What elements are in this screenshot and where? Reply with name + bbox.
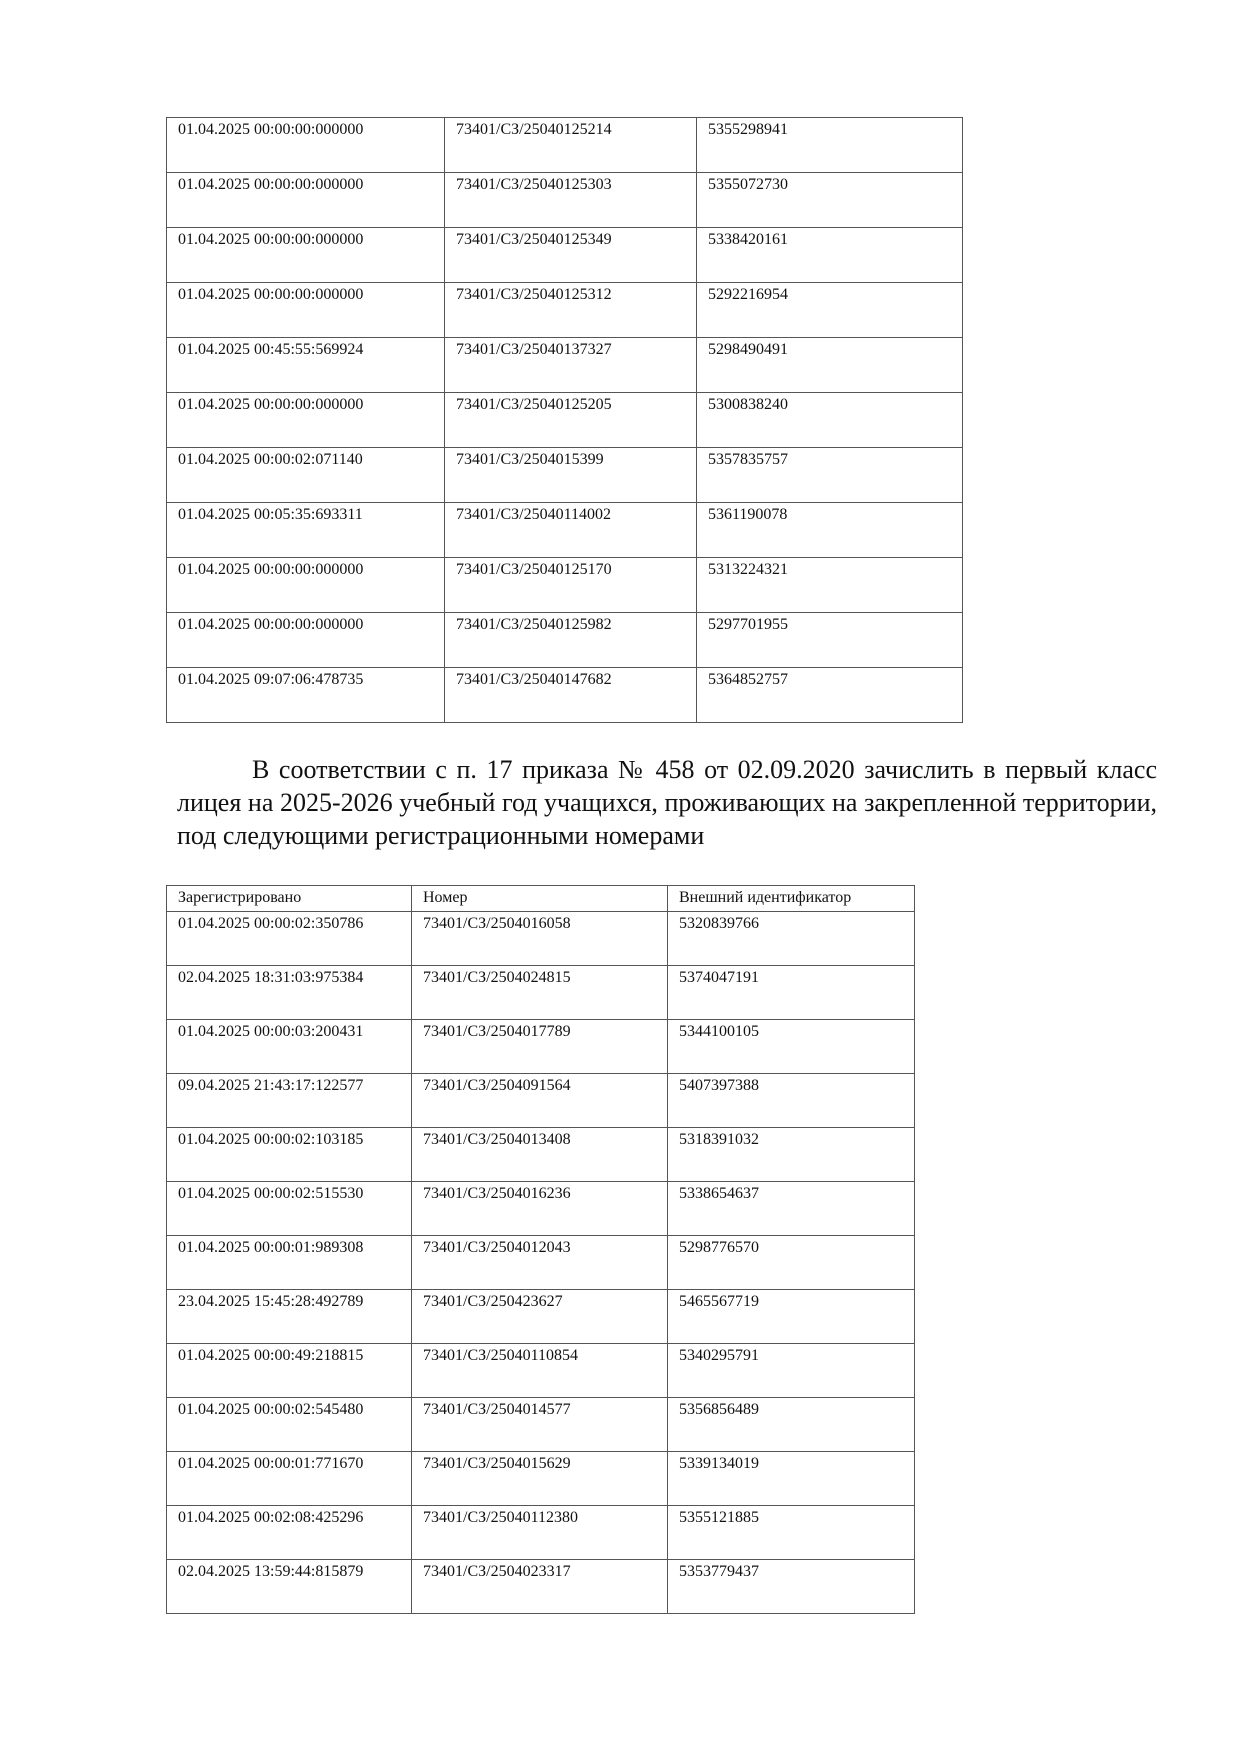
header-number: Номер xyxy=(412,886,668,912)
cell-external-id: 5374047191 xyxy=(668,966,915,1020)
cell-registered: 01.04.2025 00:00:00:000000 xyxy=(167,118,445,173)
table-row xyxy=(167,228,963,283)
cell-external-id: 5338654637 xyxy=(668,1182,915,1236)
cell-number: 73401/СЗ/25040125205 xyxy=(445,393,697,448)
cell-external-id: 5355298941 xyxy=(697,118,963,173)
cell-external-id: 5344100105 xyxy=(668,1020,915,1074)
registration-table-2 xyxy=(166,885,915,1614)
cell-external-id: 5361190078 xyxy=(697,503,963,558)
cell-registered: 01.04.2025 00:00:02:071140 xyxy=(167,448,445,503)
cell-number: 73401/СЗ/2504016058 xyxy=(412,912,668,966)
cell-number: 73401/СЗ/25040110854 xyxy=(412,1344,668,1398)
cell-number: 73401/СЗ/2504024815 xyxy=(412,966,668,1020)
table-row xyxy=(167,393,963,448)
table-header-row xyxy=(167,886,915,912)
cell-registered: 01.04.2025 00:00:00:000000 xyxy=(167,558,445,613)
table-row xyxy=(167,1236,915,1290)
cell-external-id: 5340295791 xyxy=(668,1344,915,1398)
paragraph-text: В соответствии с п. 17 приказа № 458 от 02.09.2020 зачислить в первый класс лицея на 2025-2026 учебный год учащихся, проживающих на закрепленной территории, под следующими регистрационными номерами xyxy=(177,755,1157,850)
cell-external-id: 5338420161 xyxy=(697,228,963,283)
cell-registered: 02.04.2025 18:31:03:975384 xyxy=(167,966,412,1020)
cell-external-id: 5355072730 xyxy=(697,173,963,228)
cell-number: 73401/СЗ/25040112380 xyxy=(412,1506,668,1560)
cell-external-id: 5357835757 xyxy=(697,448,963,503)
table-header xyxy=(167,886,915,912)
cell-external-id: 5320839766 xyxy=(668,912,915,966)
cell-number: 73401/СЗ/25040125214 xyxy=(445,118,697,173)
table-row xyxy=(167,1290,915,1344)
cell-external-id: 5300838240 xyxy=(697,393,963,448)
cell-number: 73401/СЗ/25040114002 xyxy=(445,503,697,558)
cell-number: 73401/СЗ/25040125349 xyxy=(445,228,697,283)
cell-registered: 23.04.2025 15:45:28:492789 xyxy=(167,1290,412,1344)
cell-number: 73401/СЗ/2504015399 xyxy=(445,448,697,503)
cell-number: 73401/СЗ/25040125303 xyxy=(445,173,697,228)
enrollment-paragraph xyxy=(177,753,1157,852)
cell-external-id: 5355121885 xyxy=(668,1506,915,1560)
cell-external-id: 5339134019 xyxy=(668,1452,915,1506)
cell-number: 73401/СЗ/2504014577 xyxy=(412,1398,668,1452)
cell-external-id: 5407397388 xyxy=(668,1074,915,1128)
cell-registered: 01.04.2025 00:45:55:569924 xyxy=(167,338,445,393)
cell-number: 73401/СЗ/25040147682 xyxy=(445,668,697,723)
table-row xyxy=(167,283,963,338)
table-row xyxy=(167,558,963,613)
cell-number: 73401/СЗ/25040137327 xyxy=(445,338,697,393)
cell-registered: 01.04.2025 00:05:35:693311 xyxy=(167,503,445,558)
cell-registered: 01.04.2025 00:00:00:000000 xyxy=(167,393,445,448)
registration-table-1 xyxy=(166,117,963,723)
table-row xyxy=(167,1452,915,1506)
cell-external-id: 5353779437 xyxy=(668,1560,915,1614)
cell-external-id: 5364852757 xyxy=(697,668,963,723)
table-row xyxy=(167,1074,915,1128)
cell-number: 73401/СЗ/2504017789 xyxy=(412,1020,668,1074)
cell-registered: 01.04.2025 00:00:00:000000 xyxy=(167,228,445,283)
cell-number: 73401/СЗ/250423627 xyxy=(412,1290,668,1344)
cell-registered: 01.04.2025 00:02:08:425296 xyxy=(167,1506,412,1560)
cell-registered: 01.04.2025 00:00:02:350786 xyxy=(167,912,412,966)
table-row xyxy=(167,1182,915,1236)
table-row xyxy=(167,613,963,668)
cell-number: 73401/СЗ/2504091564 xyxy=(412,1074,668,1128)
table-row xyxy=(167,1020,915,1074)
table-row xyxy=(167,118,963,173)
cell-number: 73401/СЗ/2504013408 xyxy=(412,1128,668,1182)
cell-registered: 01.04.2025 09:07:06:478735 xyxy=(167,668,445,723)
table-row xyxy=(167,1128,915,1182)
header-registered: Зарегистрировано xyxy=(167,886,412,912)
table-row xyxy=(167,1560,915,1614)
cell-registered: 01.04.2025 00:00:02:103185 xyxy=(167,1128,412,1182)
cell-external-id: 5318391032 xyxy=(668,1128,915,1182)
table-row xyxy=(167,912,915,966)
cell-number: 73401/СЗ/2504023317 xyxy=(412,1560,668,1614)
table-body xyxy=(167,118,963,723)
table-row xyxy=(167,1506,915,1560)
cell-external-id: 5465567719 xyxy=(668,1290,915,1344)
cell-number: 73401/СЗ/2504012043 xyxy=(412,1236,668,1290)
cell-registered: 01.04.2025 00:00:00:000000 xyxy=(167,173,445,228)
cell-registered: 01.04.2025 00:00:49:218815 xyxy=(167,1344,412,1398)
cell-registered: 01.04.2025 00:00:02:515530 xyxy=(167,1182,412,1236)
cell-registered: 01.04.2025 00:00:00:000000 xyxy=(167,283,445,338)
cell-number: 73401/СЗ/2504015629 xyxy=(412,1452,668,1506)
table-row xyxy=(167,1398,915,1452)
cell-registered: 09.04.2025 21:43:17:122577 xyxy=(167,1074,412,1128)
table-row xyxy=(167,503,963,558)
cell-external-id: 5298490491 xyxy=(697,338,963,393)
cell-external-id: 5356856489 xyxy=(668,1398,915,1452)
cell-registered: 02.04.2025 13:59:44:815879 xyxy=(167,1560,412,1614)
table-row xyxy=(167,338,963,393)
cell-number: 73401/СЗ/25040125312 xyxy=(445,283,697,338)
cell-number: 73401/СЗ/2504016236 xyxy=(412,1182,668,1236)
cell-external-id: 5313224321 xyxy=(697,558,963,613)
cell-number: 73401/СЗ/25040125982 xyxy=(445,613,697,668)
table-row xyxy=(167,966,915,1020)
cell-external-id: 5297701955 xyxy=(697,613,963,668)
cell-registered: 01.04.2025 00:00:01:771670 xyxy=(167,1452,412,1506)
cell-registered: 01.04.2025 00:00:03:200431 xyxy=(167,1020,412,1074)
cell-number: 73401/СЗ/25040125170 xyxy=(445,558,697,613)
table-body xyxy=(167,912,915,1614)
header-external-id: Внешний идентификатор xyxy=(668,886,915,912)
cell-registered: 01.04.2025 00:00:00:000000 xyxy=(167,613,445,668)
table-row xyxy=(167,448,963,503)
cell-external-id: 5292216954 xyxy=(697,283,963,338)
cell-registered: 01.04.2025 00:00:02:545480 xyxy=(167,1398,412,1452)
table-row xyxy=(167,1344,915,1398)
cell-registered: 01.04.2025 00:00:01:989308 xyxy=(167,1236,412,1290)
table-row xyxy=(167,668,963,723)
cell-external-id: 5298776570 xyxy=(668,1236,915,1290)
table-row xyxy=(167,173,963,228)
